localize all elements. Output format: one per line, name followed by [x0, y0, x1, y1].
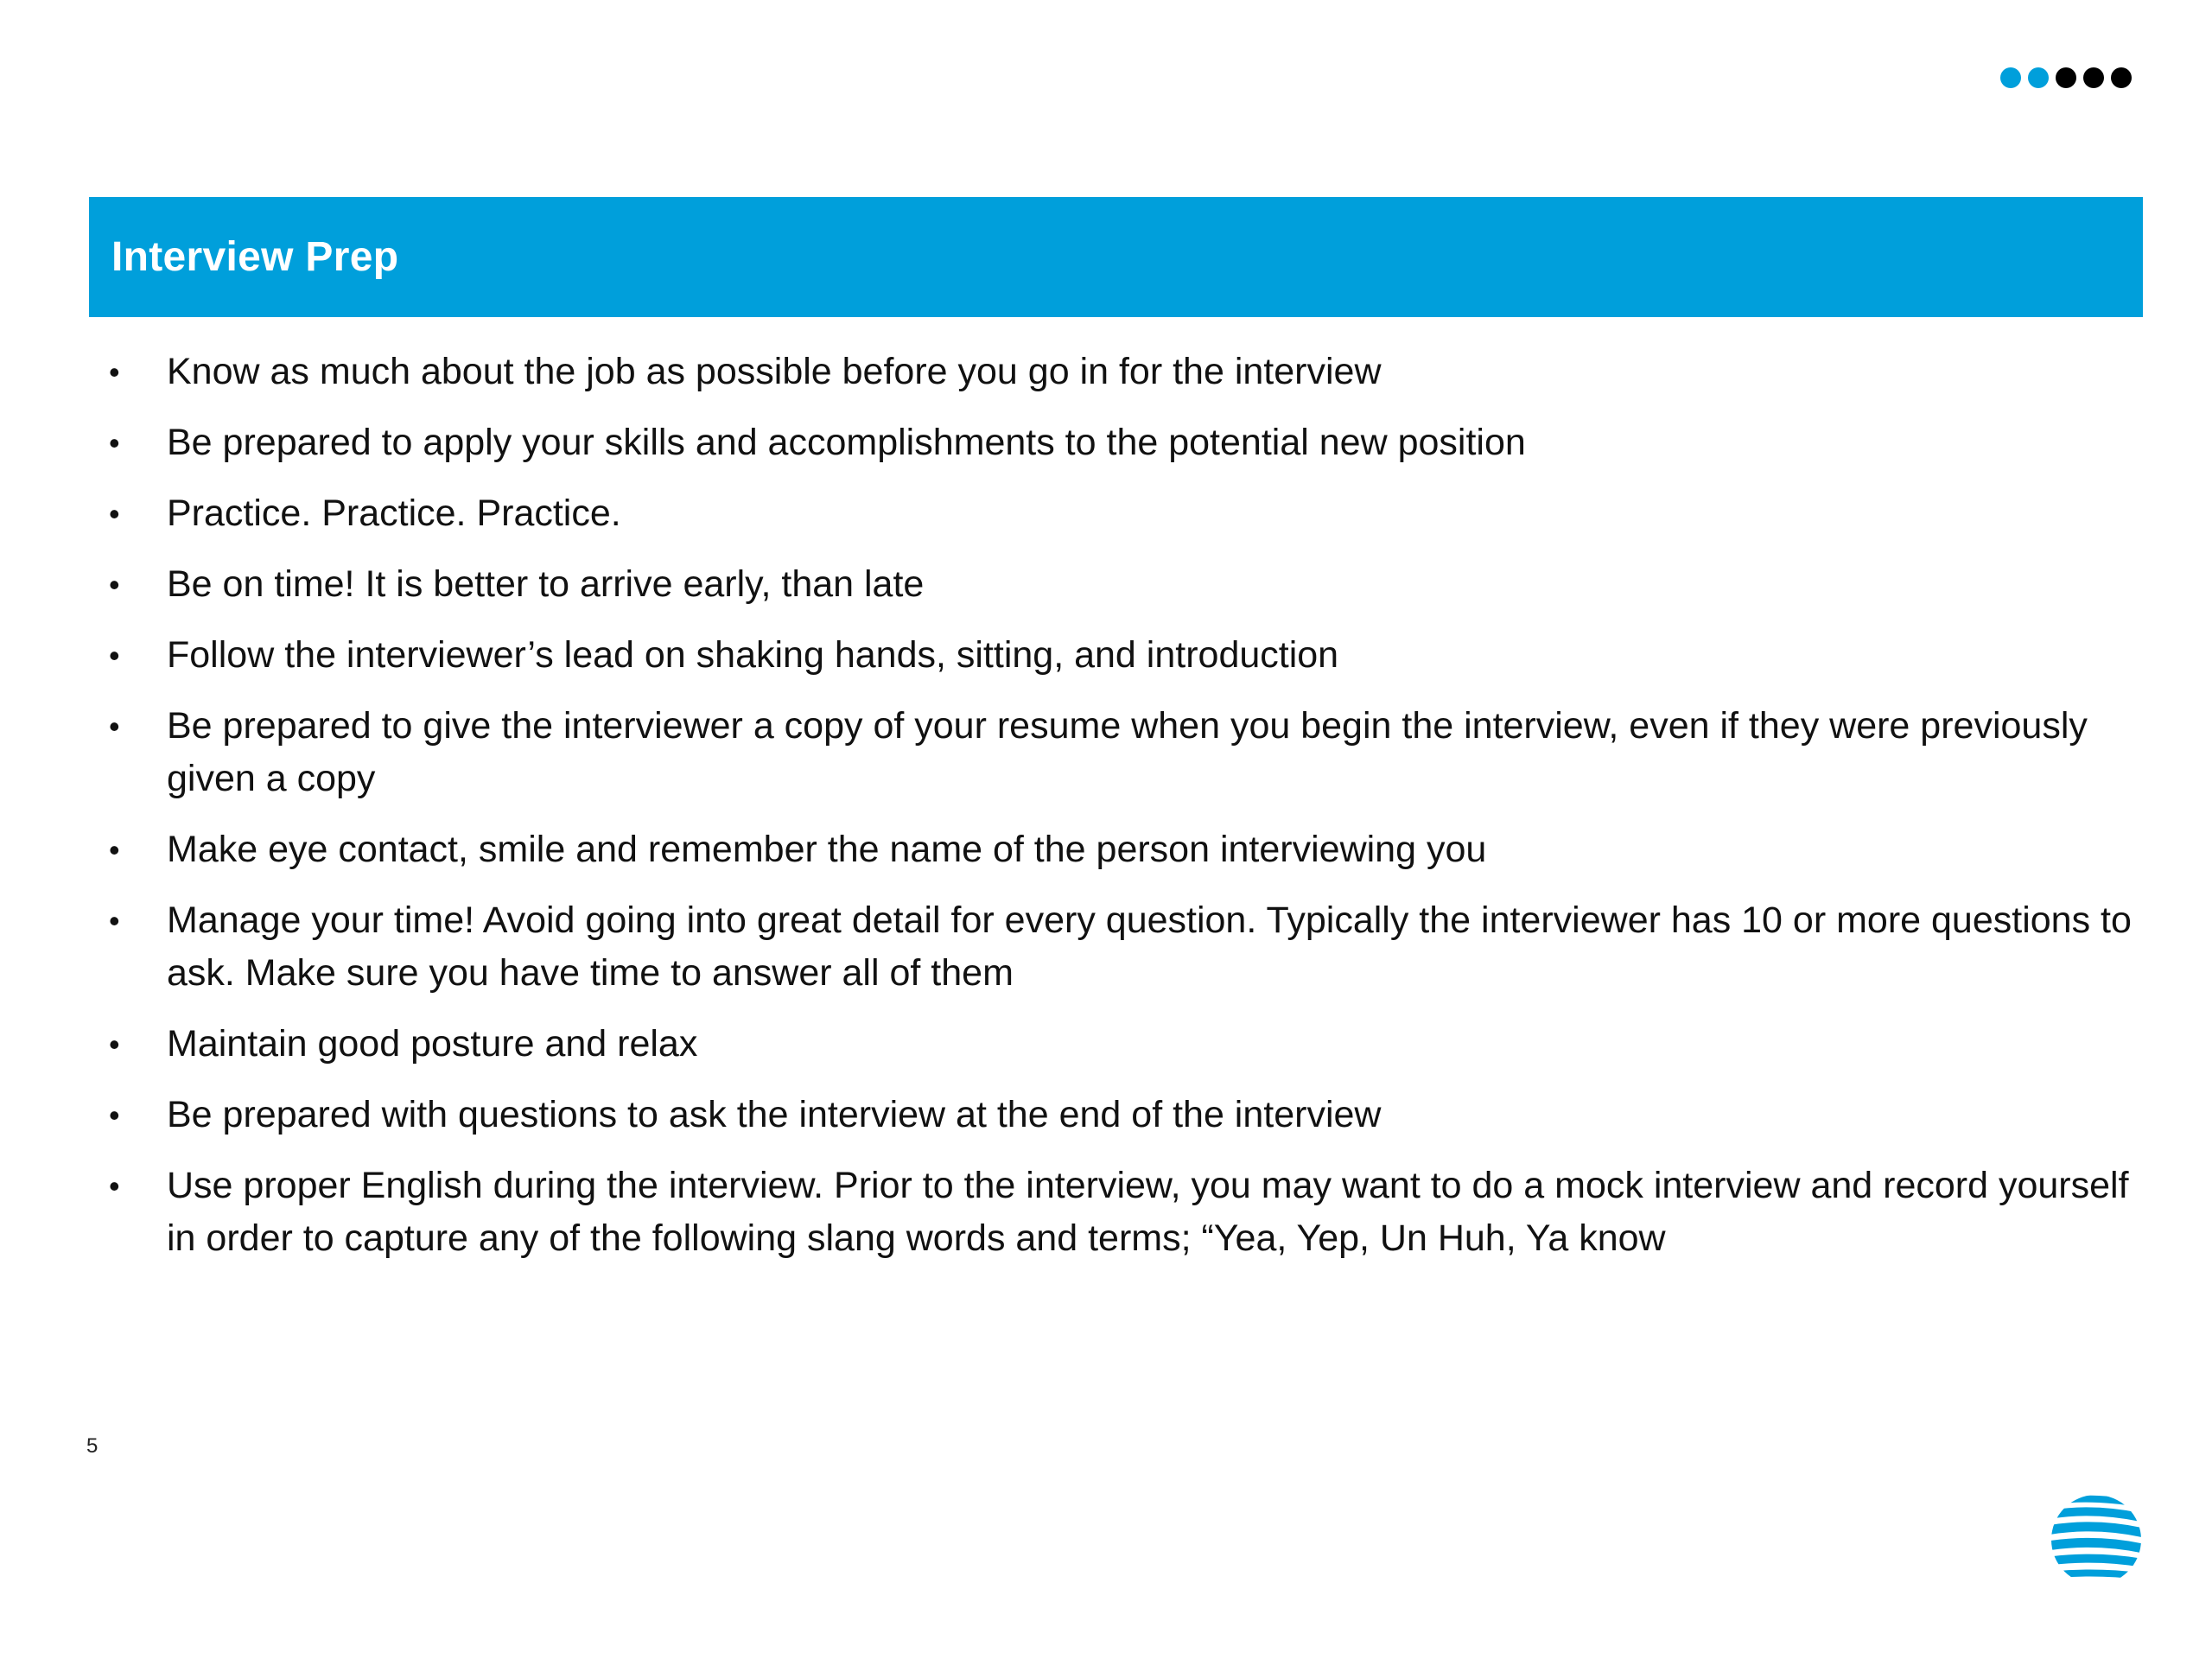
bullet-icon: • [109, 709, 120, 744]
list-item [109, 629, 2165, 682]
bullet-icon: • [109, 903, 120, 938]
bullet-icon: • [109, 1097, 120, 1133]
progress-dots [2000, 67, 2132, 88]
bullet-icon: • [109, 1027, 120, 1062]
bullet-icon: • [109, 354, 120, 390]
bullet-icon: • [109, 567, 120, 602]
bullet-text: Make eye contact, smile and remember the name of the person interviewing you [167, 829, 1487, 870]
page-title: Interview Prep [111, 234, 399, 280]
bullet-text: Be prepared with questions to ask the interview at the end of the interview [167, 1094, 1382, 1135]
bullet-text: Be prepared to give the interviewer a copy of your resume when you begin the interview, even if they were previously given a copy [167, 705, 2088, 799]
bullet-icon: • [109, 1168, 120, 1204]
att-globe-svg [2049, 1492, 2144, 1587]
bullet-text: Practice. Practice. Practice. [167, 493, 621, 534]
progress-dot [2083, 67, 2104, 88]
progress-dot [2056, 67, 2076, 88]
progress-dot [2000, 67, 2021, 88]
list-item [109, 700, 2165, 805]
progress-dot [2028, 67, 2049, 88]
bullet-icon: • [109, 496, 120, 531]
bullet-text: Use proper English during the interview. Prior to the interview, you may want to do a mock interview and record yourself in order to capture any of the following slang words and terms; “Yea, Yep, Un Huh, Ya know [167, 1165, 2129, 1259]
list-item [109, 1018, 2165, 1071]
title-bar [89, 197, 2143, 317]
list-item [109, 558, 2165, 611]
bullet-text: Know as much about the job as possible before you go in for the interview [167, 351, 1382, 392]
list-item [109, 416, 2165, 469]
bullet-text: Follow the interviewer’s lead on shaking hands, sitting, and introduction [167, 634, 1339, 676]
bullet-icon: • [109, 425, 120, 461]
bullet-text: Be prepared to apply your skills and accomplishments to the potential new position [167, 422, 1526, 463]
list-item [109, 823, 2165, 876]
bullet-icon: • [109, 832, 120, 868]
list-item [109, 346, 2165, 398]
list-item [109, 1160, 2165, 1265]
bullet-text: Be on time! It is better to arrive early, than late [167, 563, 925, 605]
bullet-list [109, 346, 2165, 1283]
progress-dot [2111, 67, 2132, 88]
list-item [109, 487, 2165, 540]
list-item [109, 894, 2165, 1000]
bullet-icon: • [109, 638, 120, 673]
att-globe-icon [2049, 1492, 2144, 1587]
bullet-text: Maintain good posture and relax [167, 1023, 698, 1065]
page-number: 5 [86, 1434, 99, 1458]
list-item [109, 1089, 2165, 1141]
bullet-text: Manage your time! Avoid going into great detail for every question. Typically the interviewer has 10 or more questions to ask. Make sure you have time to answer all of them [167, 899, 2132, 994]
